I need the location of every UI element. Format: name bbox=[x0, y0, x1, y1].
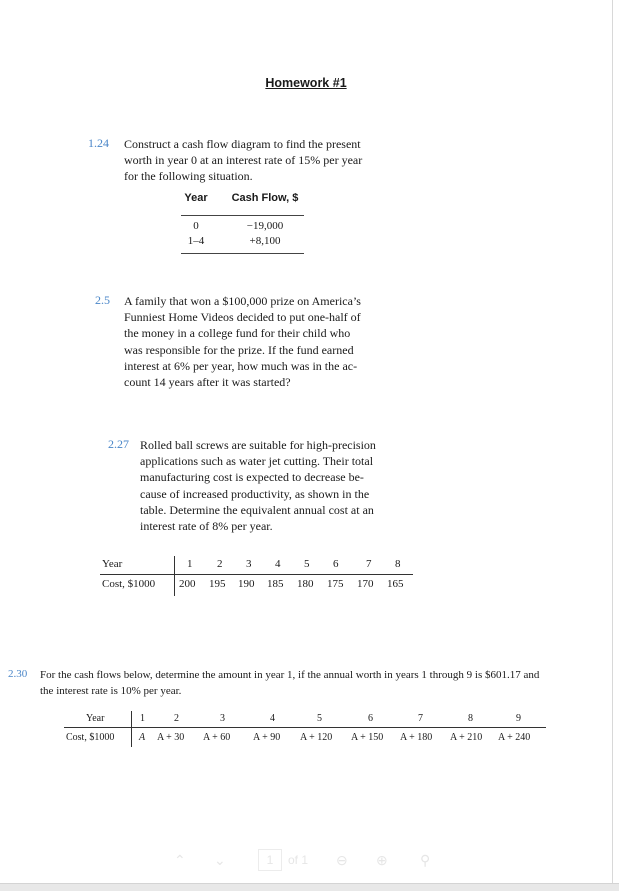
text-line: For the cash flows below, determine the amount in year 1, if the annual worth in years 1 through 9 is $601.17 and bbox=[40, 669, 540, 681]
page-count-label: of 1 bbox=[288, 853, 309, 867]
cost-cell: A bbox=[139, 732, 146, 743]
chevron-up-icon[interactable]: ⌃ bbox=[174, 852, 186, 868]
text-line: count 14 years after it was started? bbox=[124, 375, 291, 390]
text-line: the money in a college fund for their child who bbox=[124, 326, 351, 341]
cost-table-2-27 bbox=[100, 556, 415, 596]
table-rule bbox=[181, 253, 304, 254]
table-rule bbox=[100, 574, 413, 575]
text-line: table. Determine the equivalent annual cost at an bbox=[140, 502, 374, 517]
cell-cash-flow: +8,100 bbox=[249, 235, 281, 247]
year-cell: 9 bbox=[516, 713, 521, 724]
problem-1-24-text bbox=[124, 136, 362, 185]
year-cell: 3 bbox=[220, 713, 225, 724]
row-label-cost: Cost, $1000 bbox=[66, 732, 115, 743]
cost-table-2-30 bbox=[64, 711, 546, 747]
problem-2-27-text bbox=[140, 437, 376, 534]
page-title: Homework #1 bbox=[265, 76, 347, 90]
year-cell: 6 bbox=[368, 713, 373, 724]
cost-cell: A + 120 bbox=[300, 732, 333, 743]
cell-year: 0 bbox=[193, 220, 199, 232]
table-row bbox=[181, 220, 304, 235]
pdf-viewer-toolbar bbox=[172, 846, 442, 874]
cost-cell: 180 bbox=[297, 578, 314, 590]
zoom-out-icon[interactable]: ⊖ bbox=[336, 852, 348, 868]
year-cell: 2 bbox=[174, 713, 179, 724]
text-line: the interest rate is 10% per year. bbox=[40, 684, 182, 697]
year-cell: 5 bbox=[304, 558, 310, 570]
year-cell: 8 bbox=[468, 713, 473, 724]
year-cell: 7 bbox=[418, 713, 423, 724]
text-line: applications such as water jet cutting. Their total bbox=[140, 454, 374, 469]
chevron-down-icon[interactable]: ⌄ bbox=[214, 852, 226, 868]
cost-cell: A + 30 bbox=[157, 732, 185, 743]
text-line: Construct a cash flow diagram to find the present bbox=[124, 137, 361, 151]
year-cell: 4 bbox=[275, 558, 281, 570]
cost-cell: 175 bbox=[327, 578, 344, 590]
problem-number-1-24: 1.24 bbox=[88, 136, 109, 150]
year-cell: 7 bbox=[366, 558, 372, 570]
year-cell: 1 bbox=[140, 713, 145, 724]
row-label-cost: Cost, $1000 bbox=[102, 578, 156, 590]
problem-number-2-27: 2.27 bbox=[108, 437, 129, 451]
cost-cell: 185 bbox=[267, 578, 284, 590]
cost-cell: A + 180 bbox=[400, 732, 433, 743]
year-cell: 8 bbox=[395, 558, 401, 570]
cost-cell: 170 bbox=[357, 578, 374, 590]
zoom-in-icon[interactable]: ⊕ bbox=[376, 852, 388, 868]
table-row bbox=[181, 235, 304, 250]
year-cell: 2 bbox=[217, 558, 223, 570]
year-cell: 5 bbox=[317, 713, 322, 724]
cost-cell: 200 bbox=[179, 578, 196, 590]
text-line: cause of increased productivity, as shown in the bbox=[140, 486, 370, 501]
text-line: interest at 6% per year, how much was in the ac- bbox=[124, 358, 358, 373]
problem-number-2-5: 2.5 bbox=[95, 293, 110, 307]
header-cash-flow: Cash Flow, $ bbox=[231, 192, 299, 204]
cost-cell: A + 90 bbox=[253, 732, 281, 743]
cell-cash-flow: −19,000 bbox=[246, 220, 284, 232]
year-cell: 4 bbox=[270, 713, 275, 724]
cost-cell: 165 bbox=[387, 578, 404, 590]
cost-cell: A + 60 bbox=[203, 732, 231, 743]
page-edge-right bbox=[612, 0, 613, 890]
problem-2-5-text bbox=[124, 293, 361, 390]
search-icon[interactable]: ⚲ bbox=[420, 852, 431, 868]
text-line: interest rate of 8% per year. bbox=[140, 519, 273, 534]
cost-cell: A + 240 bbox=[498, 732, 531, 743]
page-number-input[interactable]: 1 bbox=[258, 849, 282, 871]
cell-year: 1–4 bbox=[187, 235, 205, 247]
problem-2-30-text bbox=[40, 668, 539, 699]
text-line: Rolled ball screws are suitable for high-precision bbox=[140, 438, 376, 452]
cost-cell: 190 bbox=[238, 578, 255, 590]
header-year: Year bbox=[184, 192, 208, 204]
table-header bbox=[181, 192, 304, 210]
row-label-year: Year bbox=[86, 713, 105, 724]
text-line: manufacturing cost is expected to decrease be- bbox=[140, 470, 364, 485]
text-line: was responsible for the prize. If the fund earned bbox=[124, 342, 354, 357]
year-cell: 6 bbox=[333, 558, 339, 570]
cost-cell: 195 bbox=[209, 578, 226, 590]
cost-cell: A + 210 bbox=[450, 732, 483, 743]
table-rule bbox=[64, 727, 546, 728]
text-line: A family that won a $100,000 prize on America’s bbox=[124, 294, 361, 308]
text-line: worth in year 0 at an interest rate of 15% per year bbox=[124, 153, 363, 168]
table-rule bbox=[181, 215, 304, 216]
table-divider bbox=[131, 711, 132, 747]
cash-flow-table bbox=[181, 192, 304, 254]
row-label-year: Year bbox=[102, 558, 123, 570]
year-cell: 3 bbox=[246, 558, 252, 570]
cost-cell: A + 150 bbox=[351, 732, 384, 743]
problem-number-2-30: 2.30 bbox=[8, 668, 28, 680]
text-line: Funniest Home Videos decided to put one-half of bbox=[124, 310, 361, 325]
year-cell: 1 bbox=[187, 558, 193, 570]
text-line: for the following situation. bbox=[124, 169, 253, 184]
table-divider bbox=[174, 556, 175, 596]
